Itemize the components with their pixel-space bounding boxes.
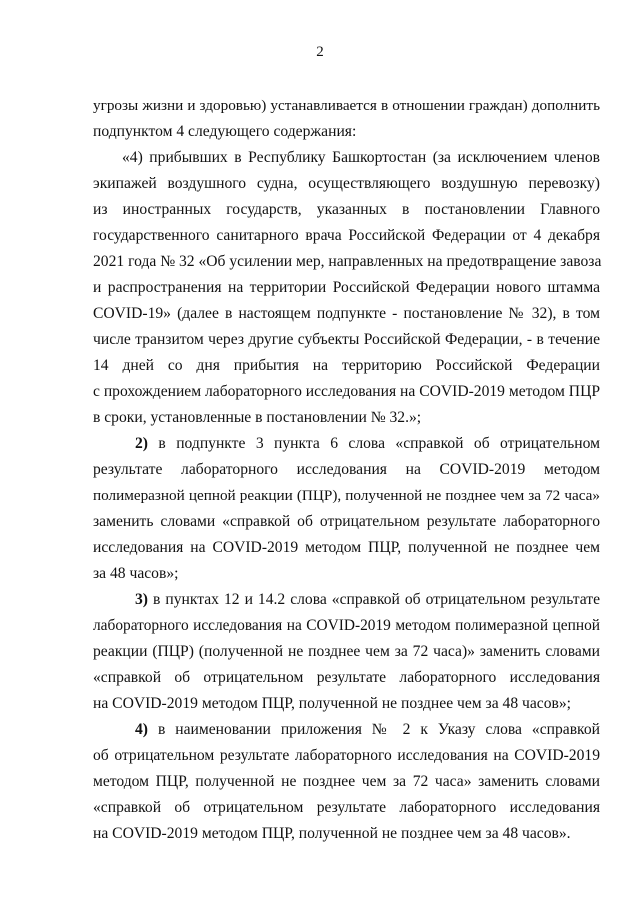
text-line: и распространения на территории Российской Федерации нового штамма	[93, 279, 600, 296]
text-line: числе транзитом через другие субъекты Российской Федерации, - в течение	[93, 331, 600, 348]
text-line: реакции (ПЦР) (полученной не позднее чем за 72 часа)» заменить словами	[93, 643, 600, 660]
text-line: результате лабораторного исследования на COVID-2019 методом	[93, 461, 600, 478]
text-line: с прохождением лабораторного исследования на COVID-2019 методом ПЦР	[93, 383, 601, 400]
text-line: «справкой об отрицательном результате лабораторного исследования	[93, 669, 600, 686]
item-number: 3)	[135, 591, 148, 608]
item-number: 4)	[135, 721, 148, 738]
text-line: 14 дней со дня прибытия на территорию Российской Федерации	[93, 357, 600, 374]
text-line: «4) прибывших в Республику Башкортостан (за исключением членов	[122, 149, 600, 166]
page-number: 2	[316, 44, 324, 60]
text-line: подпунктом 4 следующего содержания:	[93, 123, 357, 140]
text-line: методом ПЦР, полученной не позднее чем за 72 часа» заменить словами	[93, 773, 600, 790]
item-number: 2)	[135, 435, 148, 452]
text-line: из иностранных государств, указанных в постановлении Главного	[93, 201, 600, 218]
text-line: об отрицательном результате лабораторного исследования на COVID-2019	[93, 747, 600, 764]
text-line: на COVID-2019 методом ПЦР, полученной не позднее чем за 48 часов»;	[93, 695, 571, 712]
text-line: исследования на COVID-2019 методом ПЦР, полученной не позднее чем	[93, 539, 600, 556]
text-line: экипажей воздушного судна, осуществляющего воздушную перевозку)	[93, 175, 600, 192]
paragraph-item-2	[135, 435, 600, 453]
text-line: в подпункте 3 пункта 6 слова «справкой об отрицательном	[158, 435, 600, 452]
paragraph-item-3	[135, 591, 600, 609]
text-line: COVID-19» (далее в настоящем подпункте - постановление № 32), в том	[93, 305, 600, 322]
text-line: лабораторного исследования на COVID-2019 методом полимеразной цепной	[93, 617, 600, 634]
text-line: угрозы жизни и здоровью) устанавливается в отношении граждан) дополнить	[93, 97, 600, 114]
paragraph-item-4	[135, 721, 600, 739]
text-line: в наименовании приложения № 2 к Указу слова «справкой	[157, 721, 600, 738]
text-line: на COVID-2019 методом ПЦР, полученной не позднее чем за 48 часов».	[93, 825, 571, 842]
text-line: в сроки, установленные в постановлении № 32.»;	[93, 409, 422, 426]
text-line: полимеразной цепной реакции (ПЦР), полученной не позднее чем за 72 часа»	[93, 487, 600, 504]
text-line: «справкой об отрицательном результате лабораторного исследования	[93, 799, 600, 816]
text-line: 2021 года № 32 «Об усилении мер, направленных на предотвращение завоза	[93, 253, 602, 270]
text-line: государственного санитарного врача Российской Федерации от 4 декабря	[93, 227, 600, 244]
text-line: в пунктах 12 и 14.2 слова «справкой об отрицательном результате	[153, 591, 600, 608]
text-line: за 48 часов»;	[93, 565, 179, 582]
text-line: заменить словами «справкой об отрицательном результате лабораторного	[93, 513, 600, 530]
